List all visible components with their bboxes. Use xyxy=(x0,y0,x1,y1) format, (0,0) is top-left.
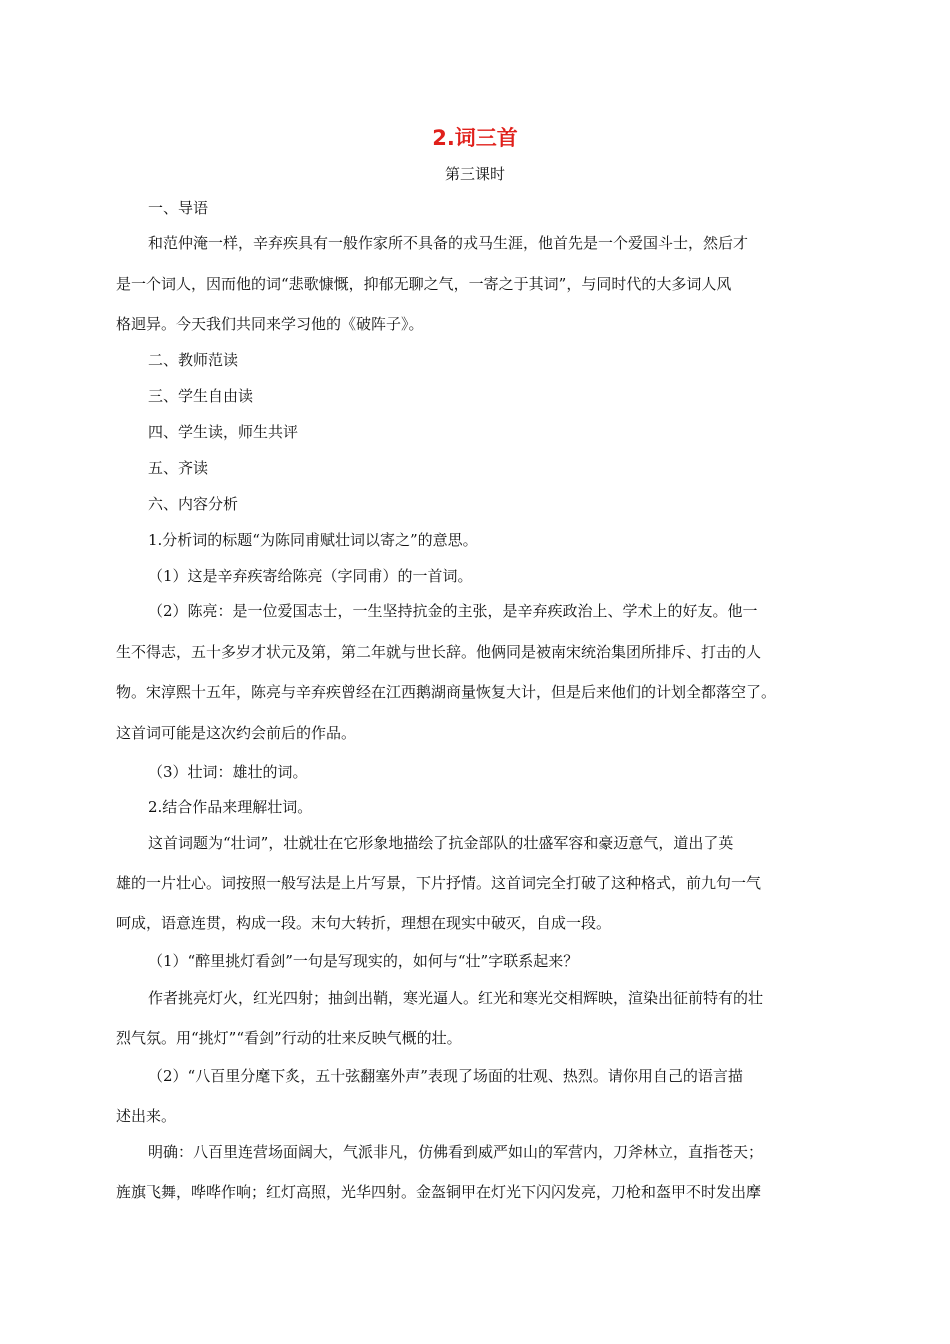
lesson-subtitle: 第三课时 xyxy=(444,165,505,183)
paragraph-line: 物。宋淳熙十五年，陈亮与辛弃疾曾经在江西鹅湖商量恢复大计，但是后来他们的计划全都落空了。 xyxy=(116,683,777,701)
paragraph-line: （3）壮词：雄壮的词。 xyxy=(148,763,308,781)
section-heading: 五、齐读 xyxy=(148,459,209,477)
paragraph-line: （1）“醉里挑灯看剑”一句是写现实的，如何与“壮”字联系起来？ xyxy=(148,952,579,970)
paragraph-line: （1）这是辛弃疾寄给陈亮（字同甫）的一首词。 xyxy=(148,567,473,585)
paragraph-line: （2）陈亮：是一位爱国志士，一生坚持抗金的主张，是辛弃疾政治上、学术上的好友。他一 xyxy=(148,602,758,620)
paragraph-line: 呵成，语意连贯，构成一段。末句大转折，理想在现实中破灭，自成一段。 xyxy=(116,914,612,932)
paragraph-line: 这首词题为“壮词”，壮就壮在它形象地描绘了抗金部队的壮盛军容和豪迈意气，道出了英 xyxy=(148,834,734,852)
paragraph-line: 旌旗飞舞，哗哗作响；红灯高照，光华四射。金盔铜甲在灯光下闪闪发亮，刀枪和盔甲不时发出摩 xyxy=(116,1183,762,1201)
paragraph-line: 雄的一片壮心。词按照一般写法是上片写景，下片抒情。这首词完全打破了这种格式，前九句一气 xyxy=(116,874,762,892)
paragraph-line: 明确：八百里连营场面阔大，气派非凡，仿佛看到威严如山的军营内，刀斧林立，直指苍天； xyxy=(148,1143,764,1161)
section-heading: 三、学生自由读 xyxy=(148,387,254,405)
section-heading: 四、学生读，师生共评 xyxy=(148,423,299,441)
paragraph-line: 作者挑亮灯火，红光四射；抽剑出鞘，寒光逼人。红光和寒光交相辉映，渲染出征前特有的壮 xyxy=(148,989,764,1007)
paragraph-line: 和范仲淹一样，辛弃疾具有一般作家所不具备的戎马生涯，他首先是一个爱国斗士，然后才 xyxy=(148,234,749,252)
section-heading: 一、导语 xyxy=(148,199,209,217)
paragraph-line: （2）“八百里分麾下炙，五十弦翻塞外声”表现了场面的壮观、热烈。请你用自己的语言描 xyxy=(148,1067,743,1085)
paragraph-line: 格迥异。今天我们共同来学习他的《破阵子》。 xyxy=(116,315,424,333)
paragraph-line: 2.结合作品来理解壮词。 xyxy=(148,798,313,816)
section-heading: 六、内容分析 xyxy=(148,495,239,513)
paragraph-line: 是一个词人，因而他的词“悲歌慷慨，抑郁无聊之气，一寄之于其词”，与同时代的大多词人风 xyxy=(116,275,732,293)
section-heading: 二、教师范读 xyxy=(148,351,239,369)
paragraph-line: 1.分析词的标题“为陈同甫赋壮词以寄之”的意思。 xyxy=(148,531,478,549)
paragraph-line: 生不得志，五十多岁才状元及第，第二年就与世长辞。他俩同是被南宋统治集团所排斥、打击的人 xyxy=(116,643,762,661)
paragraph-line: 述出来。 xyxy=(116,1107,177,1125)
document-title: 2.词三首 xyxy=(432,126,518,150)
paragraph-line: 烈气氛。用“挑灯”“看剑”行动的壮来反映气概的壮。 xyxy=(116,1029,462,1047)
paragraph-line: 这首词可能是这次约会前后的作品。 xyxy=(116,724,357,742)
